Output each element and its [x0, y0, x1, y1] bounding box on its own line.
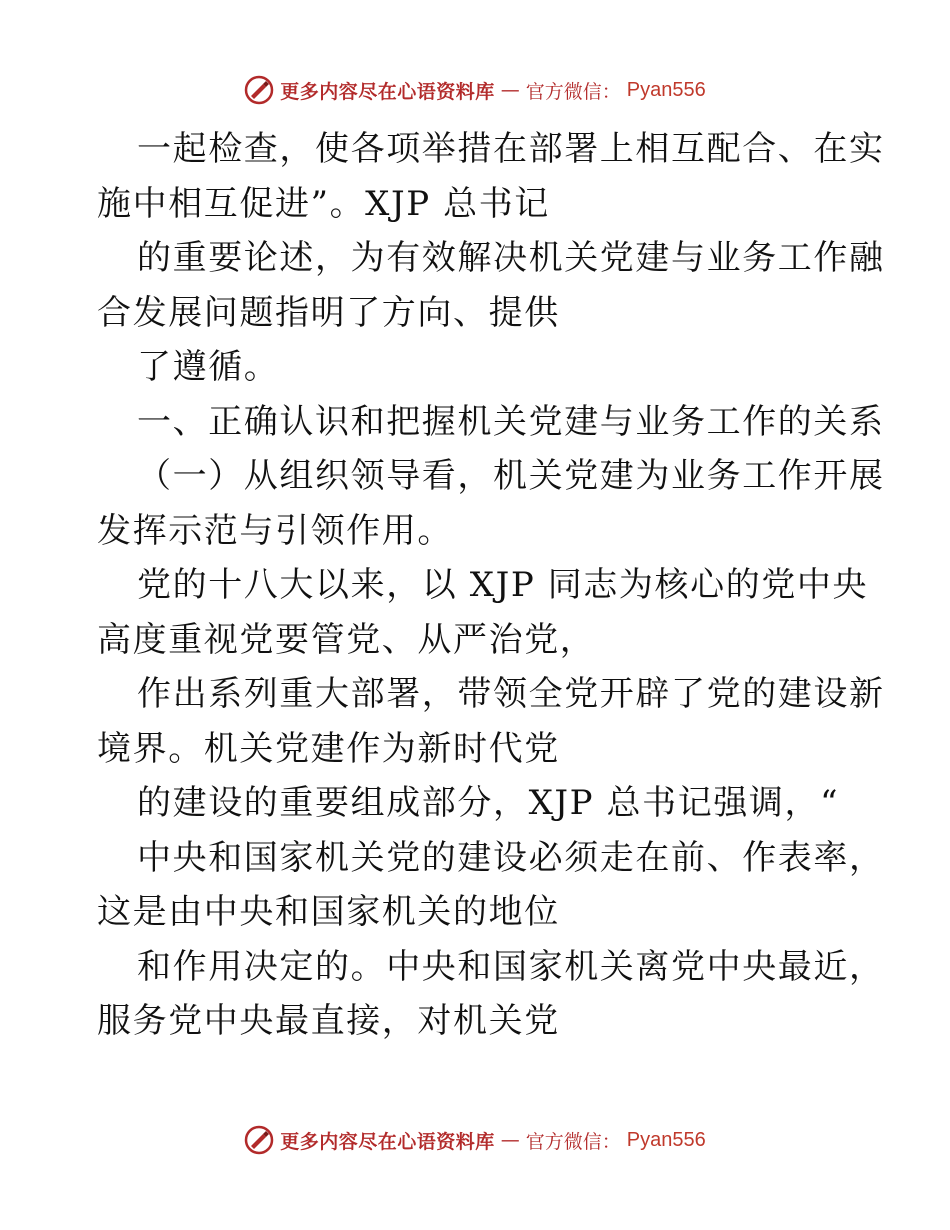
watermark-footer [0, 1120, 950, 1160]
watermark-wechat-id: Pyan556 [626, 78, 706, 101]
watermark-sub-text: 官方微信： [525, 80, 621, 103]
pen-logo-icon [244, 1125, 274, 1155]
text-line: 高度重视党要管党、从严治党， [97, 619, 596, 660]
watermark-sub-text: 官方微信： [525, 1130, 621, 1153]
text-line: 合发展问题指明了方向、提供 [97, 292, 560, 333]
subsection-heading: （一）从组织领导看，机关党建为业务工作开展 [137, 456, 885, 496]
section-heading: 一、正确认识和把握机关党建与业务工作的关系 [137, 401, 885, 442]
watermark-main-text: 更多内容尽在心语资料库 [280, 80, 495, 103]
text-line: 境界。机关党建作为新时代党 [97, 728, 560, 769]
watermark-main-text: 更多内容尽在心语资料库 [280, 1130, 495, 1153]
text-line: 作出系列重大部署，带领全党开辟了党的建设新 [137, 674, 885, 714]
text-line: 党的十八大以来，以 XJP 同志为核心的党中央 [137, 565, 869, 605]
text-line: 这是由中央和国家机关的地位 [97, 892, 560, 932]
watermark-wechat-id: Pyan556 [626, 1128, 706, 1151]
document-body [97, 122, 885, 1049]
text-line: 的建设的重要组成部分，XJP 总书记强调，“ [137, 783, 840, 823]
text-line: 中央和国家机关党的建设必须走在前、作表率， [137, 837, 885, 878]
text-line: 服务党中央最直接，对机关党 [97, 1001, 560, 1041]
pen-logo-icon [244, 75, 274, 105]
watermark-separator: — [500, 1129, 520, 1151]
watermark-separator: — [500, 79, 520, 101]
text-line: 和作用决定的。中央和国家机关离党中央最近， [137, 946, 885, 987]
text-line: 发挥示范与引领作用。 [97, 510, 453, 551]
text-line: 了遵循。 [137, 347, 280, 387]
text-line: 一起检查，使各项举措在部署上相互配合、在实 [137, 129, 885, 169]
text-line: 的重要论述，为有效解决机关党建与业务工作融 [137, 238, 885, 278]
watermark-header [0, 70, 950, 110]
text-line: 施中相互促进”。XJP 总书记 [97, 183, 550, 224]
